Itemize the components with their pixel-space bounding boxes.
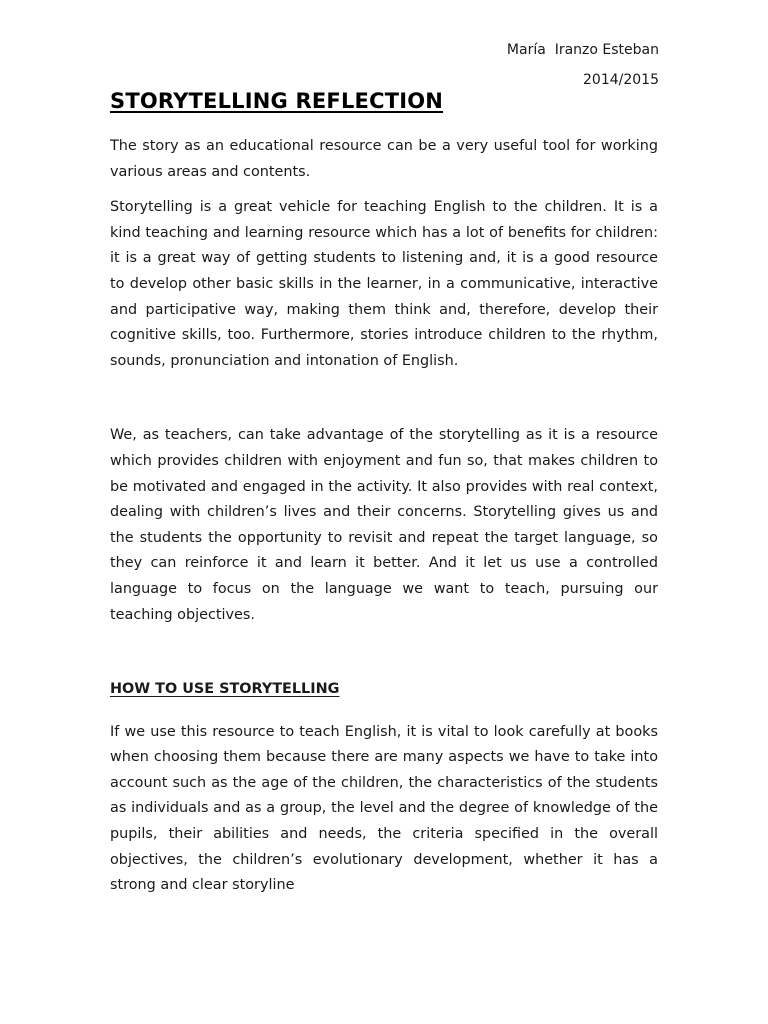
intro-paragraph: The story as an educational resource can be a very useful tool for working various areas and contents. <box>110 138 658 180</box>
section-paragraph: If we use this resource to teach English, it is vital to look carefully at books when choosing them because there are many aspects we have to take into account such as the age of the children, the characteristics of the students as individuals and as a group, the level and the degree of knowledge of the pupils, their abilities and needs, the criteria specified in the overall objectives, the children’s evolutionary development, whether it has a strong and clear storyline <box>110 723 658 894</box>
document-body <box>110 134 658 899</box>
document-title: STORYTELLING REFLECTION <box>110 89 444 113</box>
author-name: María Iranzo Esteban <box>506 42 659 58</box>
benefits-paragraph: Storytelling is a great vehicle for teaching English to the children. It is a kind teaching and learning resource which has a lot of benefits for children: it is a great way of getting students to listening and, it is a good resource to develop other basic skills in the learner, in a communicative, interactive and participative way, making them think and, therefore, develop their cognitive skills, too. Furthermore, stories introduce children to the rhythm, sounds, pronunciation and intonation of English. <box>110 199 658 369</box>
teachers-paragraph: We, as teachers, can take advantage of the storytelling as it is a resource which provides children with enjoyment and fun so, that makes children to be motivated and engaged in the activity. It also provides with real context, dealing with children’s lives and their concerns. Storytelling gives us and the students the opportunity to revisit and repeat the target language, so they can reinforce it and learn it better. And it let us use a controlled language to focus on the language we want to teach, pursuing our teaching objectives. <box>110 427 658 623</box>
school-year: 2014/2015 <box>583 72 659 88</box>
section-heading: HOW TO USE STORYTELLING <box>110 681 340 698</box>
